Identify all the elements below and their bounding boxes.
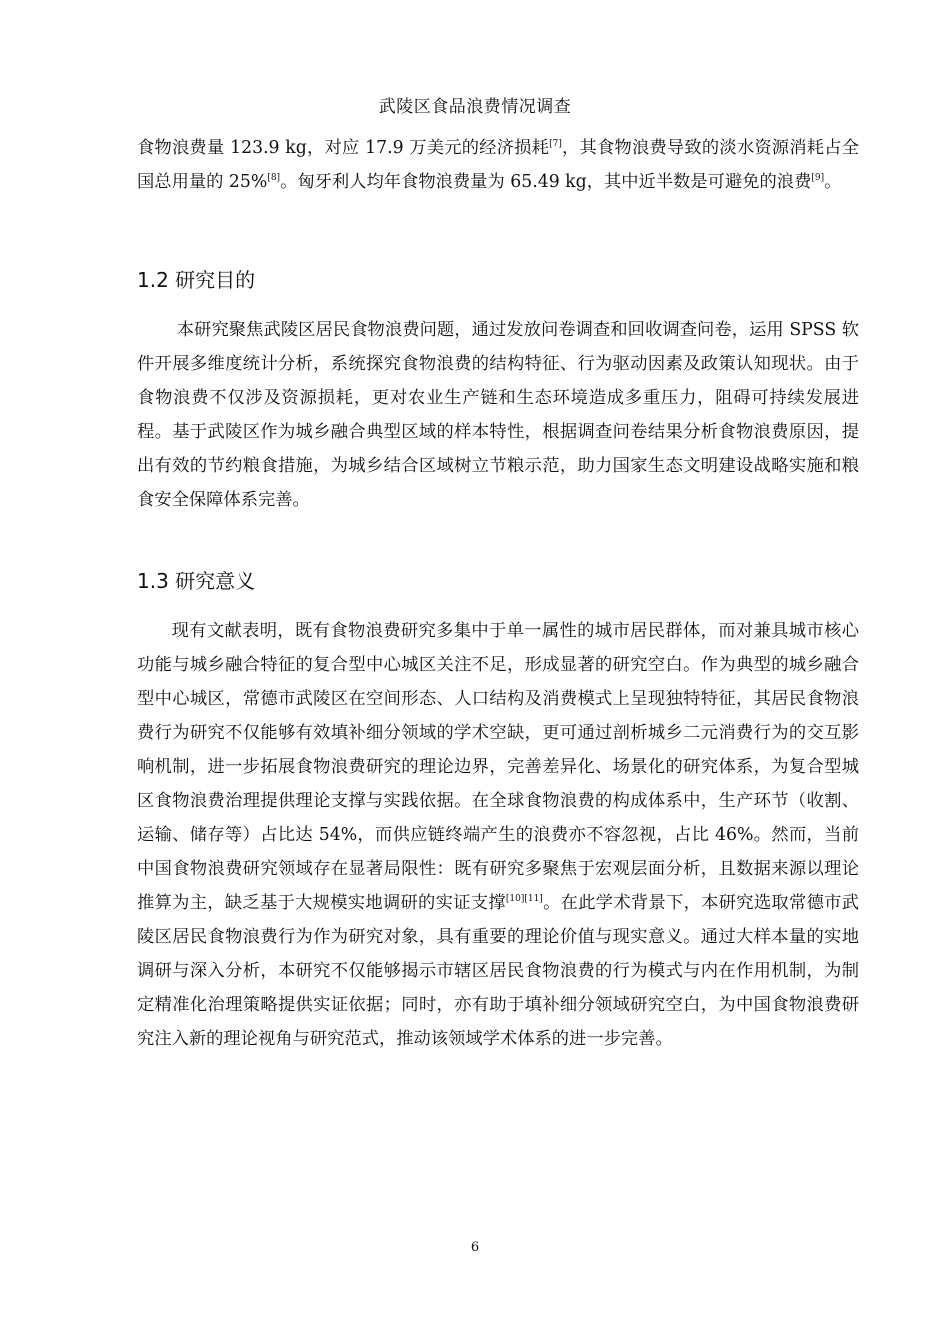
running-header: 武陵区食品浪费情况调查 [378, 97, 572, 117]
citation-7: [7] [549, 139, 562, 150]
research-purpose-paragraph: 本研究聚焦武陵区居民食物浪费问题，通过发放问卷调查和回收调查问卷，运用 SPSS 软件开展多维度统计分析，系统探究食物浪费的结构特征、行为驱动因素及政策认知现状。由于食物浪费不仅涉及资源损耗，更对农业生产链和生态环境造成多重压力，阻碍可持续发展进程。基于武陵区作为城乡融合典型区域的样本特性，根据调查问卷结果分析食物浪费原因，提出有效的节约粮食措施，为城乡结合区域树立节粮示范，助力国家生态文明建设战略实施和粮食安全保障体系完善。 [137, 320, 859, 510]
section-heading-1-3: 1.3 研究意义 [137, 569, 256, 593]
continuation-text-3: 。匈牙利人均年食物浪费量为 65.49 kg，其中近半数是可避免的浪费 [280, 172, 812, 192]
citation-9: [9] [811, 173, 825, 184]
continuation-text-1: 食物浪费量 123.9 kg，对应 17.9 万美元的经济损耗 [137, 138, 550, 158]
continuation-text-4: 。 [824, 172, 842, 192]
citation-8: [8] [267, 173, 281, 184]
page-number: 6 [470, 1240, 480, 1255]
continuation-text-2: ，其食物浪费导致的淡水资源消耗占全国总用量的 25% [137, 138, 859, 192]
significance-text-2: 。在此学术背景下，本研究选取常德市武陵区居民食物浪费行为作为研究对象，具有重要的理论价值与现实意义。通过大样本量的实地调研与深入分析，本研究不仅能够揭示市辖区居民食物浪费的行为模式与内在作用机制，为制定精准化治理策略提供实证依据；同时，亦有助于填补细分领域研究空白，为中国食物浪费研究注入新的理论视角与研究范式，推动该领域学术体系的进一步完善。 [137, 893, 859, 1049]
citation-10-11: [10][11] [505, 894, 543, 905]
research-significance-paragraph [137, 614, 859, 1056]
section-heading-1-2: 1.2 研究目的 [137, 268, 256, 292]
significance-text-1: 现有文献表明，既有食物浪费研究多集中于单一属性的城市居民群体，而对兼具城市核心功能与城乡融合特征的复合型中心城区关注不足，形成显著的研究空白。作为典型的城乡融合型中心城区，常德市武陵区在空间形态、人口结构及消费模式上呈现独特特征，其居民食物浪费行为研究不仅能够有效填补细分领域的学术空缺，更可通过剖析城乡二元消费行为的交互影响机制，进一步拓展食物浪费研究的理论边界，完善差异化、场景化的研究体系，为复合型城区食物浪费治理提供理论支撑与实践依据。在全球食物浪费的构成体系中，生产环节（收割、运输、储存等）占比达 54%，而供应链终端产生的浪费亦不容忽视，占比 46%。然而，当前中国食物浪费研究领域存在显著局限性：既有研究多聚焦于宏观层面分析，且数据来源以理论推算为主，缺乏基于大规模实地调研的实证支撑 [137, 621, 859, 913]
continuation-paragraph [137, 131, 859, 199]
